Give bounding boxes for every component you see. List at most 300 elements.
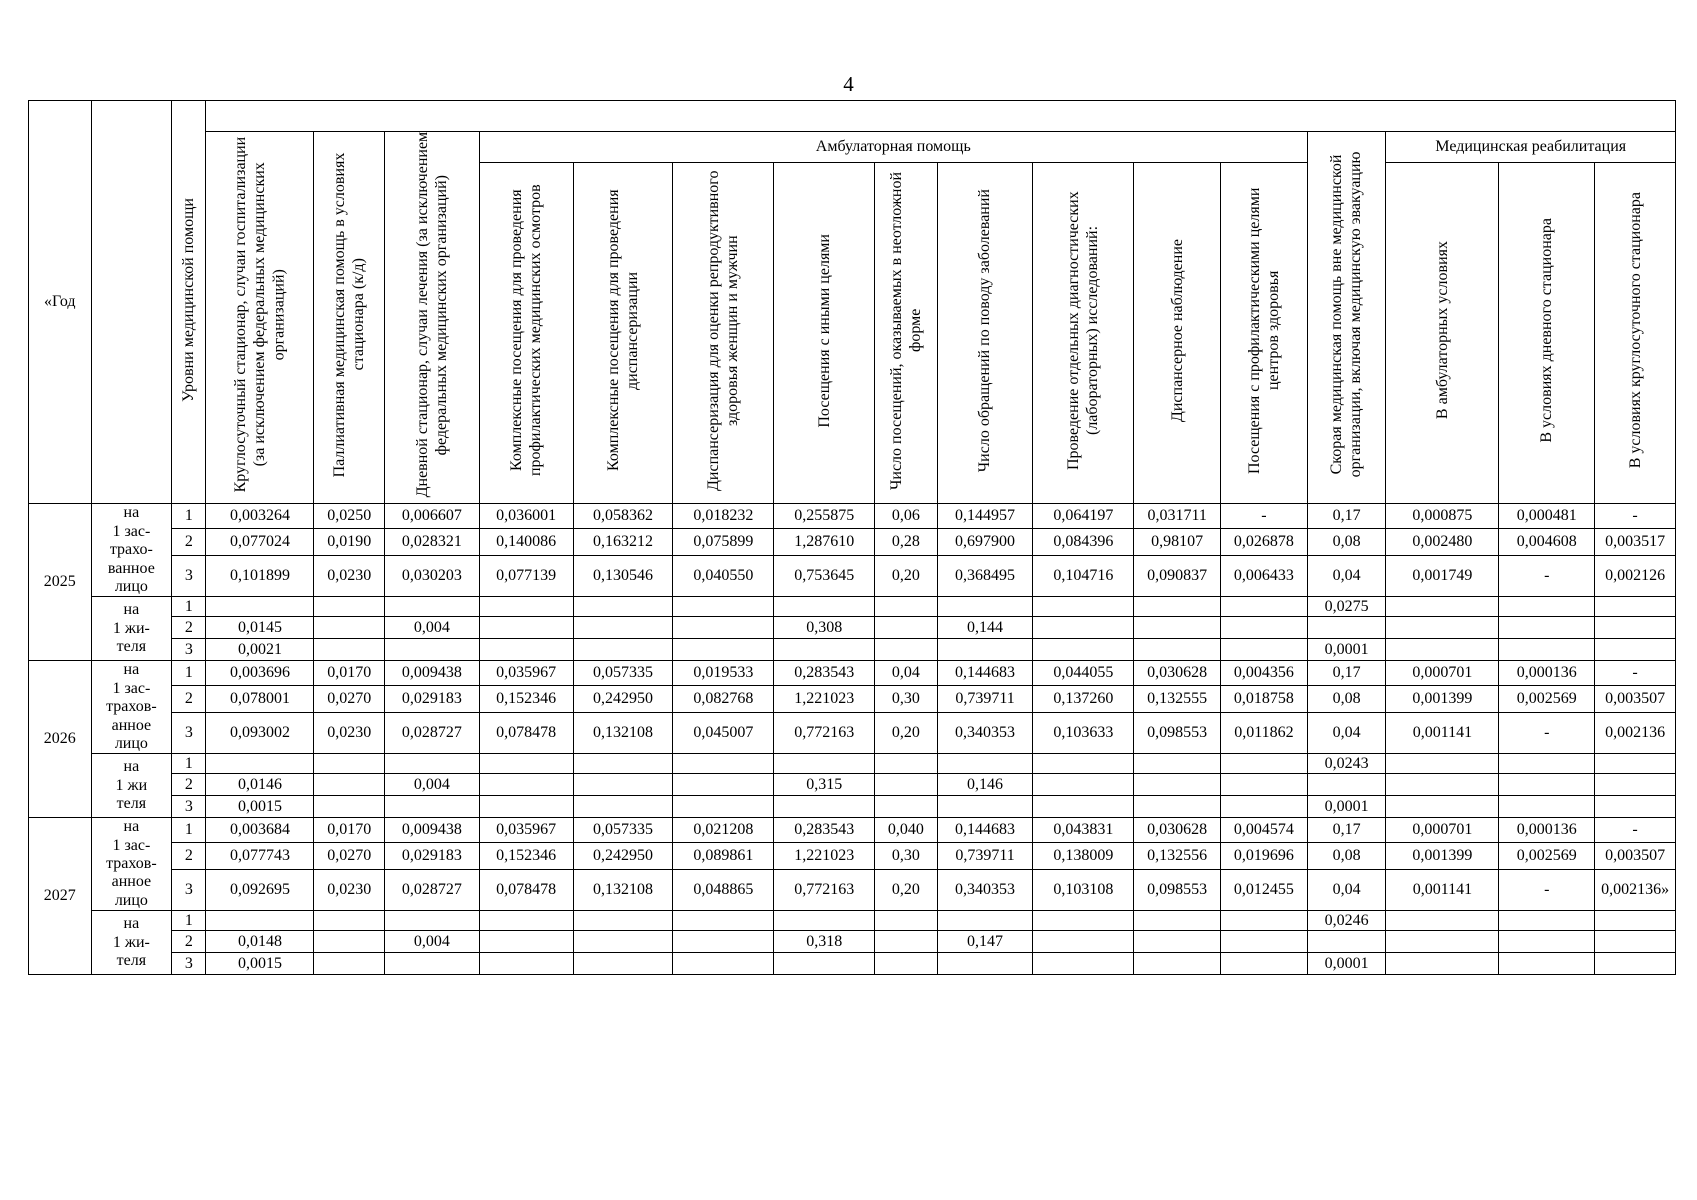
value-cell: 0,132108 xyxy=(573,869,673,910)
value-cell xyxy=(479,931,573,953)
value-cell: 0,004 xyxy=(384,931,479,953)
value-cell: 0,0243 xyxy=(1307,754,1386,774)
value-cell: 0,028727 xyxy=(384,712,479,753)
value-cell: 0,0015 xyxy=(206,796,314,818)
value-cell xyxy=(573,911,673,931)
value-cell xyxy=(314,774,385,796)
value-cell: 0,028321 xyxy=(384,529,479,556)
value-cell: 0,003684 xyxy=(206,818,314,843)
value-cell: 0,318 xyxy=(774,931,875,953)
value-cell: 0,308 xyxy=(774,617,875,639)
value-cell xyxy=(1499,953,1595,975)
category-cell: на 1 зас- трахо- ванное лицо xyxy=(91,504,172,597)
rehab-group-header: Медицинская реабилитация xyxy=(1386,132,1676,163)
table-row xyxy=(29,953,1676,975)
col-header-3: Комплексные посещения для проведения профилактических медицинских осмотров xyxy=(479,163,573,504)
value-cell xyxy=(1033,639,1134,661)
value-cell xyxy=(875,911,938,931)
value-cell xyxy=(479,911,573,931)
value-cell xyxy=(479,639,573,661)
value-cell: 0,101899 xyxy=(206,556,314,597)
value-cell xyxy=(1221,953,1308,975)
value-cell xyxy=(673,754,774,774)
level-cell: 1 xyxy=(172,597,206,617)
value-cell xyxy=(1595,774,1676,796)
value-cell: - xyxy=(1221,504,1308,529)
value-cell xyxy=(384,953,479,975)
value-cell: - xyxy=(1595,504,1676,529)
value-cell xyxy=(1595,911,1676,931)
value-cell: 0,0270 xyxy=(314,843,385,870)
value-cell: 0,075899 xyxy=(673,529,774,556)
value-cell xyxy=(479,597,573,617)
value-cell xyxy=(1386,639,1499,661)
value-cell: 0,132556 xyxy=(1134,843,1221,870)
value-cell: 0,000701 xyxy=(1386,818,1499,843)
value-cell: 0,084396 xyxy=(1033,529,1134,556)
value-cell xyxy=(573,617,673,639)
col-header-8: Число обращений по поводу заболеваний xyxy=(937,163,1033,504)
value-cell xyxy=(1033,911,1134,931)
header-top-empty xyxy=(206,101,1676,132)
value-cell: 0,003517 xyxy=(1595,529,1676,556)
value-cell: 0,146 xyxy=(937,774,1033,796)
col-header-1: Паллиативная медицинская помощь в условиях стационара (к/д) xyxy=(314,132,385,504)
value-cell: 0,17 xyxy=(1307,504,1386,529)
value-cell xyxy=(1386,796,1499,818)
value-cell: 0,98107 xyxy=(1134,529,1221,556)
value-cell xyxy=(875,796,938,818)
value-cell: 0,018232 xyxy=(673,504,774,529)
value-cell: 0,130546 xyxy=(573,556,673,597)
year-cell: 2025 xyxy=(29,504,92,661)
col-header-14: В условиях дневного стационара xyxy=(1499,163,1595,504)
value-cell: 0,012455 xyxy=(1221,869,1308,910)
level-cell: 3 xyxy=(172,953,206,975)
value-cell: 0,043831 xyxy=(1033,818,1134,843)
value-cell: - xyxy=(1595,818,1676,843)
level-cell: 3 xyxy=(172,639,206,661)
table-row xyxy=(29,869,1676,910)
value-cell: 0,20 xyxy=(875,712,938,753)
value-cell: 0,003696 xyxy=(206,661,314,686)
value-cell: 0,030628 xyxy=(1134,661,1221,686)
value-cell: 0,006433 xyxy=(1221,556,1308,597)
value-cell xyxy=(1307,774,1386,796)
value-cell: 0,340353 xyxy=(937,712,1033,753)
value-cell xyxy=(1386,617,1499,639)
page-number: 4 xyxy=(843,72,854,96)
value-cell: 0,030628 xyxy=(1134,818,1221,843)
value-cell xyxy=(673,953,774,975)
value-cell: 0,144683 xyxy=(937,818,1033,843)
value-cell: 0,0230 xyxy=(314,556,385,597)
col-header-10: Диспансерное наблюдение xyxy=(1134,163,1221,504)
value-cell: 0,103108 xyxy=(1033,869,1134,910)
value-cell: 0,035967 xyxy=(479,818,573,843)
value-cell: 0,006607 xyxy=(384,504,479,529)
value-cell: 0,003507 xyxy=(1595,686,1676,713)
value-cell: 0,019696 xyxy=(1221,843,1308,870)
value-cell: 0,057335 xyxy=(573,818,673,843)
value-cell: 0,002480 xyxy=(1386,529,1499,556)
value-cell: 0,0230 xyxy=(314,712,385,753)
table-row xyxy=(29,639,1676,661)
value-cell xyxy=(1499,639,1595,661)
value-cell: 0,009438 xyxy=(384,818,479,843)
value-cell: 0,340353 xyxy=(937,869,1033,910)
value-cell: 0,0021 xyxy=(206,639,314,661)
table-row xyxy=(29,617,1676,639)
value-cell: 0,06 xyxy=(875,504,938,529)
value-cell: 1,221023 xyxy=(774,686,875,713)
level-cell: 1 xyxy=(172,754,206,774)
value-cell xyxy=(1221,597,1308,617)
value-cell xyxy=(774,953,875,975)
value-cell: 0,242950 xyxy=(573,686,673,713)
value-cell xyxy=(1134,796,1221,818)
value-cell xyxy=(875,597,938,617)
value-cell: 0,077139 xyxy=(479,556,573,597)
value-cell xyxy=(1386,911,1499,931)
value-cell: 0,092695 xyxy=(206,869,314,910)
value-cell: 0,753645 xyxy=(774,556,875,597)
value-cell xyxy=(1221,911,1308,931)
value-cell: 0,002136» xyxy=(1595,869,1676,910)
value-cell: 0,152346 xyxy=(479,686,573,713)
value-cell xyxy=(937,597,1033,617)
value-cell: 0,0148 xyxy=(206,931,314,953)
table-header xyxy=(29,101,1676,504)
value-cell: - xyxy=(1595,661,1676,686)
value-cell xyxy=(937,796,1033,818)
value-cell: 0,0001 xyxy=(1307,953,1386,975)
norms-table xyxy=(28,100,1676,975)
value-cell: 0,035967 xyxy=(479,661,573,686)
value-cell: 0,140086 xyxy=(479,529,573,556)
value-cell xyxy=(314,931,385,953)
category-cell: на 1 жи- теля xyxy=(91,597,172,661)
level-cell: 2 xyxy=(172,617,206,639)
value-cell xyxy=(314,639,385,661)
value-cell: 0,0275 xyxy=(1307,597,1386,617)
value-cell: 0,0270 xyxy=(314,686,385,713)
col-header-11: Посещения с профилактическими целями центров здоровья xyxy=(1221,163,1308,504)
value-cell: 0,011862 xyxy=(1221,712,1308,753)
col-header-2: Дневной стационар, случаи лечения (за исключением федеральных медицинских организаций) xyxy=(384,132,479,504)
value-cell: 0,048865 xyxy=(673,869,774,910)
value-cell: 0,029183 xyxy=(384,686,479,713)
value-cell: 0,001399 xyxy=(1386,686,1499,713)
value-cell: 0,28 xyxy=(875,529,938,556)
value-cell: 0,098553 xyxy=(1134,712,1221,753)
value-cell xyxy=(1595,953,1676,975)
value-cell xyxy=(673,597,774,617)
value-cell: 0,315 xyxy=(774,774,875,796)
value-cell xyxy=(1134,911,1221,931)
value-cell xyxy=(1499,617,1595,639)
value-cell xyxy=(1221,639,1308,661)
level-cell: 2 xyxy=(172,686,206,713)
value-cell xyxy=(1134,754,1221,774)
value-cell: 0,04 xyxy=(1307,712,1386,753)
table-row xyxy=(29,931,1676,953)
value-cell xyxy=(1134,639,1221,661)
value-cell: 0,002569 xyxy=(1499,843,1595,870)
value-cell: 0,021208 xyxy=(673,818,774,843)
value-cell xyxy=(314,953,385,975)
value-cell: 0,0230 xyxy=(314,869,385,910)
table-row xyxy=(29,818,1676,843)
value-cell: 0,30 xyxy=(875,843,938,870)
value-cell xyxy=(1386,931,1499,953)
value-cell xyxy=(206,754,314,774)
value-cell: 0,009438 xyxy=(384,661,479,686)
value-cell: 0,002126 xyxy=(1595,556,1676,597)
value-cell: 0,132555 xyxy=(1134,686,1221,713)
value-cell: 0,001399 xyxy=(1386,843,1499,870)
value-cell: 0,0001 xyxy=(1307,639,1386,661)
level-cell: 2 xyxy=(172,774,206,796)
value-cell xyxy=(384,796,479,818)
value-cell xyxy=(573,597,673,617)
table-row xyxy=(29,843,1676,870)
value-cell: 0,000875 xyxy=(1386,504,1499,529)
value-cell: 0,077024 xyxy=(206,529,314,556)
level-cell: 1 xyxy=(172,818,206,843)
table-row xyxy=(29,754,1676,774)
level-cell: 1 xyxy=(172,661,206,686)
value-cell: 0,040 xyxy=(875,818,938,843)
value-cell: 0,003264 xyxy=(206,504,314,529)
table-row xyxy=(29,529,1676,556)
value-cell: 0,103633 xyxy=(1033,712,1134,753)
value-cell: 0,0170 xyxy=(314,818,385,843)
value-cell: 0,001141 xyxy=(1386,712,1499,753)
value-cell: 0,030203 xyxy=(384,556,479,597)
value-cell: 0,000136 xyxy=(1499,661,1595,686)
value-cell xyxy=(1386,774,1499,796)
value-cell: 0,17 xyxy=(1307,661,1386,686)
value-cell: 0,002136 xyxy=(1595,712,1676,753)
value-cell: 0,368495 xyxy=(937,556,1033,597)
value-cell xyxy=(479,796,573,818)
value-cell xyxy=(573,774,673,796)
table-row xyxy=(29,686,1676,713)
value-cell xyxy=(573,639,673,661)
value-cell xyxy=(1595,597,1676,617)
value-cell xyxy=(1595,931,1676,953)
value-cell: 0,000701 xyxy=(1386,661,1499,686)
value-cell: 0,045007 xyxy=(673,712,774,753)
value-cell xyxy=(206,911,314,931)
ambulatory-group-header: Амбулаторная помощь xyxy=(479,132,1307,163)
table-row xyxy=(29,911,1676,931)
value-cell: 0,0146 xyxy=(206,774,314,796)
value-cell xyxy=(1221,754,1308,774)
value-cell: 0,004 xyxy=(384,617,479,639)
value-cell: 0,08 xyxy=(1307,529,1386,556)
value-cell xyxy=(1134,931,1221,953)
value-cell: 0,090837 xyxy=(1134,556,1221,597)
col-header-5: Диспансеризация для оценки репродуктивного здоровья женщин и мужчин xyxy=(673,163,774,504)
value-cell xyxy=(479,774,573,796)
value-cell: 0,739711 xyxy=(937,686,1033,713)
value-cell xyxy=(573,931,673,953)
value-cell xyxy=(937,754,1033,774)
value-cell: 0,044055 xyxy=(1033,661,1134,686)
value-cell xyxy=(1221,796,1308,818)
value-cell: 0,078478 xyxy=(479,869,573,910)
level-cell: 2 xyxy=(172,931,206,953)
value-cell: - xyxy=(1499,869,1595,910)
value-cell xyxy=(384,754,479,774)
value-cell xyxy=(1499,597,1595,617)
value-cell: 0,040550 xyxy=(673,556,774,597)
value-cell: 0,029183 xyxy=(384,843,479,870)
value-cell: 0,144 xyxy=(937,617,1033,639)
table-row xyxy=(29,796,1676,818)
value-cell xyxy=(774,796,875,818)
level-cell: 3 xyxy=(172,556,206,597)
level-cell: 2 xyxy=(172,529,206,556)
value-cell: 0,058362 xyxy=(573,504,673,529)
value-cell xyxy=(384,911,479,931)
value-cell: 0,082768 xyxy=(673,686,774,713)
value-cell xyxy=(479,754,573,774)
value-cell xyxy=(673,931,774,953)
value-cell: 0,697900 xyxy=(937,529,1033,556)
category-cell: на 1 зас- трахов- анное лицо xyxy=(91,818,172,911)
level-cell: 3 xyxy=(172,869,206,910)
value-cell: 0,093002 xyxy=(206,712,314,753)
value-cell: 0,078001 xyxy=(206,686,314,713)
level-cell: 1 xyxy=(172,911,206,931)
value-cell xyxy=(384,639,479,661)
value-cell: 0,04 xyxy=(1307,556,1386,597)
value-cell: 0,019533 xyxy=(673,661,774,686)
value-cell xyxy=(1595,796,1676,818)
value-cell xyxy=(774,639,875,661)
value-cell xyxy=(875,931,938,953)
col-header-15: В условиях круглосуточного стационара xyxy=(1595,163,1676,504)
value-cell: 0,002569 xyxy=(1499,686,1595,713)
table-row xyxy=(29,661,1676,686)
value-cell: 0,0170 xyxy=(314,661,385,686)
value-cell: 0,0001 xyxy=(1307,796,1386,818)
value-cell: 0,20 xyxy=(875,556,938,597)
value-cell xyxy=(573,796,673,818)
value-cell xyxy=(937,953,1033,975)
value-cell xyxy=(1033,774,1134,796)
value-cell xyxy=(1386,597,1499,617)
table-row xyxy=(29,597,1676,617)
value-cell: 0,0190 xyxy=(314,529,385,556)
value-cell: 0,004 xyxy=(384,774,479,796)
value-cell xyxy=(1499,774,1595,796)
value-cell xyxy=(1499,754,1595,774)
value-cell: 0,001141 xyxy=(1386,869,1499,910)
value-cell: 0,077743 xyxy=(206,843,314,870)
value-cell xyxy=(937,639,1033,661)
value-cell xyxy=(673,639,774,661)
value-cell: 0,04 xyxy=(1307,869,1386,910)
value-cell: 0,000136 xyxy=(1499,818,1595,843)
value-cell: 0,026878 xyxy=(1221,529,1308,556)
value-cell: 0,137260 xyxy=(1033,686,1134,713)
value-cell: 0,000481 xyxy=(1499,504,1595,529)
value-cell xyxy=(1307,617,1386,639)
value-cell: 0,144957 xyxy=(937,504,1033,529)
value-cell xyxy=(875,617,938,639)
value-cell xyxy=(206,597,314,617)
year-cell: 2027 xyxy=(29,818,92,975)
category-cell: на 1 жи теля xyxy=(91,754,172,818)
value-cell: 0,0246 xyxy=(1307,911,1386,931)
value-cell xyxy=(875,639,938,661)
value-cell: 0,001749 xyxy=(1386,556,1499,597)
value-cell xyxy=(1307,931,1386,953)
value-cell: 0,144683 xyxy=(937,661,1033,686)
value-cell xyxy=(1499,911,1595,931)
value-cell xyxy=(479,953,573,975)
value-cell: 0,078478 xyxy=(479,712,573,753)
value-cell xyxy=(1134,597,1221,617)
level-cell: 3 xyxy=(172,712,206,753)
value-cell xyxy=(573,953,673,975)
value-cell xyxy=(673,911,774,931)
value-cell xyxy=(1595,617,1676,639)
value-cell: 0,104716 xyxy=(1033,556,1134,597)
value-cell xyxy=(573,754,673,774)
table-row xyxy=(29,774,1676,796)
value-cell: 0,098553 xyxy=(1134,869,1221,910)
col-header-9: Проведение отдельных диагностических (лабораторных) исследований: xyxy=(1033,163,1134,504)
value-cell: 0,739711 xyxy=(937,843,1033,870)
value-cell: 0,004356 xyxy=(1221,661,1308,686)
value-cell: 0,132108 xyxy=(573,712,673,753)
value-cell: 0,004574 xyxy=(1221,818,1308,843)
value-cell xyxy=(314,796,385,818)
value-cell: 0,064197 xyxy=(1033,504,1134,529)
table-row xyxy=(29,504,1676,529)
table-body xyxy=(29,504,1676,975)
value-cell: 0,152346 xyxy=(479,843,573,870)
value-cell xyxy=(1221,931,1308,953)
value-cell: 0,003507 xyxy=(1595,843,1676,870)
value-cell: 0,772163 xyxy=(774,869,875,910)
value-cell xyxy=(1033,597,1134,617)
value-cell: 0,20 xyxy=(875,869,938,910)
value-cell xyxy=(673,617,774,639)
value-cell xyxy=(314,617,385,639)
value-cell xyxy=(1386,953,1499,975)
value-cell xyxy=(673,774,774,796)
value-cell: 0,0015 xyxy=(206,953,314,975)
value-cell xyxy=(1134,953,1221,975)
value-cell xyxy=(1221,774,1308,796)
category-cell: на 1 жи- теля xyxy=(91,911,172,975)
year-header: «Год xyxy=(29,101,92,504)
value-cell xyxy=(1033,754,1134,774)
value-cell xyxy=(1386,754,1499,774)
value-cell xyxy=(1033,617,1134,639)
value-cell xyxy=(1033,931,1134,953)
table-row xyxy=(29,556,1676,597)
value-cell xyxy=(875,774,938,796)
value-cell: 0,163212 xyxy=(573,529,673,556)
value-cell: 0,0250 xyxy=(314,504,385,529)
